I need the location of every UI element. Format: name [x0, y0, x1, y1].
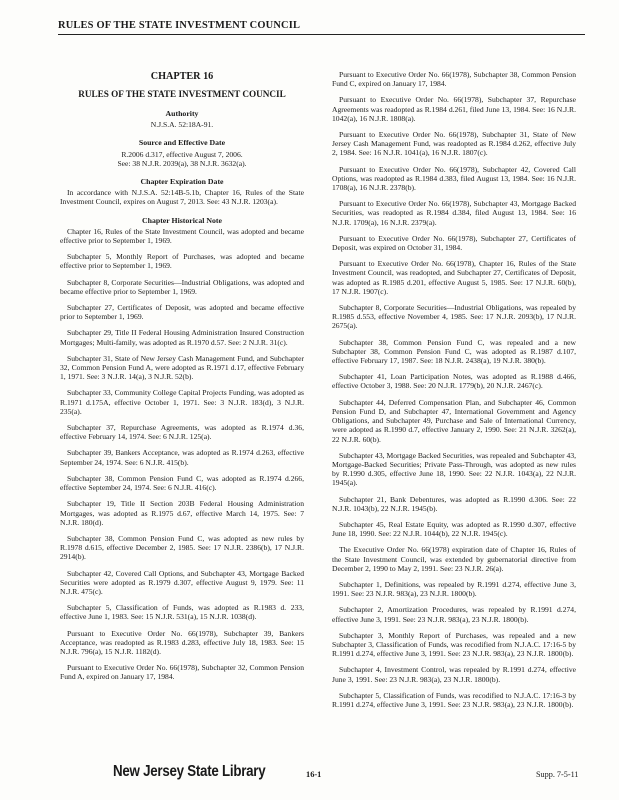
- historical-paragraph: Subchapter 45, Real Estate Equity, was adopted as R.1990 d.307, effective June 18, 1990. See: 22 N.J.R. 1044(b), 22 N.J.R. 1945(c).: [332, 519, 576, 539]
- historical-paragraph: Subchapter 3, Monthly Report of Purchases, was repealed and a new Subchapter 3, Classification of Funds, was recodified from N.J.A.C. 17:16-5 by R.1991 d.274, effective June 3, 1991. See: 23 N.J.R. 983(a), 23 N.J.R. 1800(b).: [332, 630, 576, 659]
- historical-paragraph: Subchapter 44, Deferred Compensation Plan, and Subchapter 46, Common Pension Fund D, and Subchapter 47, International Government and Agency Obligations, and Subchapter 49, Purchase and Sale of International Currency, were adopted as R.1990 d.7, effective January 2, 1990. See: 21 N.J.R. 3262(a), 22 N.J.R. 60(b).: [332, 397, 576, 444]
- expiration-text: In accordance with N.J.S.A. 52:14B-5.1b, Chapter 16, Rules of the State Investment Council, expires on August 7, 2013. See: 43 N.J.R. 1203(a).: [60, 188, 304, 207]
- source-heading: Source and Effective Date: [138, 138, 226, 148]
- historical-paragraph: Subchapter 27, Certificates of Deposit, was adopted and became effective prior to September 1, 1969.: [60, 303, 304, 322]
- historical-paragraph: Subchapter 42, Covered Call Options, and Subchapter 43, Mortgage Backed Securities were adopted as R.1979 d.307, effective August 9, 1979. See: 11 N.J.R. 475(c).: [60, 568, 304, 596]
- historical-paragraph: Subchapter 41, Loan Participation Notes, was adopted as R.1988 d.466, effective October 3, 1988. See: 20 N.J.R. 1779(b), 20 N.J.R. 2467(c).: [332, 372, 576, 391]
- historical-paragraph: Subchapter 2, Amortization Procedures, was repealed by R.1991 d.274, effective June 3, 1991. See: 23 N.J.R. 983(a), 23 N.J.R. 1800(b).: [332, 605, 576, 624]
- historical-paragraph: Subchapter 5, Classification of Funds, was adopted as R.1983 d. 233, effective June 1, 1983. See: 15 N.J.R. 531(a), 15 N.J.R. 1038(d).: [60, 603, 304, 622]
- historical-paragraph: Subchapter 39, Bankers Acceptance, was adopted as R.1974 d.263, effective September 24, 1974. See: 6 N.J.R. 415(b).: [60, 448, 304, 467]
- historical-paragraph: Subchapter 38, Common Pension Fund C, was repealed and a new Subchapter 38, Common Pension Fund C, was adopted as R.1987 d.107, effective February 17, 1987. See: 18 N.J.R. 2438(a), 19 N.J.R. 380(b).: [332, 337, 576, 366]
- historical-paragraph: Pursuant to Executive Order No. 66(1978), Subchapter 42, Covered Call Options, was readopted as R.1984 d.383, filed August 13, 1984. See: 16 N.J.R. 1708(a), 16 N.J.R. 2378(b).: [332, 164, 576, 193]
- historical-paragraph: Subchapter 19, Title II Section 203B Federal Housing Administration Mortgages, was adopted as R.1975 d.67, effective March 14, 1975. See: 7 N.J.R. 180(d).: [60, 499, 304, 527]
- running-head: RULES OF THE STATE INVESTMENT COUNCIL: [58, 20, 301, 31]
- historical-paragraph: Subchapter 37, Repurchase Agreements, was adopted as R.1974 d.36, effective February 14, 1974. See: 6 N.J.R. 125(a).: [60, 423, 304, 442]
- historical-paragraph: Pursuant to Executive Order No. 66(1978), Subchapter 38, Common Pension Fund C, expired on January 17, 1984.: [332, 70, 576, 89]
- historical-paragraph: Pursuant to Executive Order No. 66(1978), Subchapter 37, Repurchase Agreements was readopted as R.1984 d.261, filed June 13, 1984. See: 16 N.J.R. 1042(a), 16 N.J.R. 1808(a).: [332, 95, 576, 123]
- historical-paragraph: Subchapter 1, Definitions, was repealed by R.1991 d.274, effective June 3, 1991. See: 23 N.J.R. 983(a), 23 N.J.R. 1800(b).: [332, 579, 576, 599]
- historical-paragraph: Subchapter 29, Title II Federal Housing Administration Insured Construction Mortgages; Multi-family, was adopted as R.1970 d.57. See: 2 N.J.R. 31(c).: [60, 328, 304, 347]
- source-line-2: See: 38 N.J.R. 2039(a), 38 N.J.R. 3632(a).: [117, 158, 247, 168]
- source-line-1: R.2006 d.317, effective August 7, 2006.: [121, 149, 243, 159]
- historical-paragraph: Subchapter 8, Corporate Securities—Industrial Obligations, was repealed by R.1985 d.553, effective November 4, 1985. See: 17 N.J.R. 2093(b), 17 N.J.R. 2675(a).: [332, 303, 576, 331]
- historical-paragraph: Subchapter 31, State of New Jersey Cash Management Fund, and Subchapter 32, Common Pension Fund A, were adopted as R.1971 d.17, effective February 1, 1971. See: 3 N.J.R. 14(a), 3 N.J.R. 52(b).: [60, 353, 304, 382]
- authority-text: N.J.S.A. 52:18A-91.: [150, 120, 214, 130]
- historical-paragraph: Pursuant to Executive Order No. 66(1978), Subchapter 43, Mortgage Backed Securities, was readopted as R.1984 d.384, filed August 13, 1984. See: 16 N.J.R. 1709(a), 16 N.J.R. 2379(a).: [332, 199, 576, 227]
- chapter-name: RULES OF THE STATE INVESTMENT COUNCIL: [78, 89, 286, 99]
- historical-heading: Chapter Historical Note: [142, 215, 222, 225]
- page-number: 16-1: [306, 770, 322, 779]
- library-logo: New Jersey State Library: [113, 763, 266, 780]
- historical-paragraph: Subchapter 8, Corporate Securities—Industrial Obligations, was adopted and became effective prior to September 1, 1969.: [60, 277, 304, 296]
- historical-paragraph: Subchapter 4, Investment Control, was repealed by R.1991 d.274, effective June 3, 1991. See: 23 N.J.R. 983(a), 23 N.J.R. 1800(b).: [332, 665, 576, 684]
- historical-note-right: [332, 70, 576, 709]
- historical-paragraph: Subchapter 38, Common Pension Fund C, was adopted as new rules by R.1978 d.615, effective December 2, 1985. See: 17 N.J.R. 2386(b), 17 N.J.R. 2914(b).: [60, 533, 304, 562]
- historical-paragraph: Pursuant to Executive Order No. 66(1978), Subchapter 32, Common Pension Fund A, expired on January 17, 1984.: [60, 663, 304, 682]
- historical-paragraph: Pursuant to Executive Order No. 66(1978), Subchapter 27, Certificates of Deposit, was expired on October 31, 1984.: [332, 233, 576, 253]
- supplement-date: Supp. 7-5-11: [536, 770, 579, 779]
- historical-paragraph: Subchapter 5, Classification of Funds, was recodified to N.J.A.C. 17:16-3 by R.1991 d.274, effective June 3, 1991. See: 23 N.J.R. 983(a), 23 N.J.R. 1800(b).: [332, 690, 576, 709]
- historical-paragraph: Subchapter 5, Monthly Report of Purchases, was adopted and became effective prior to September 1, 1969.: [60, 252, 304, 271]
- authority-heading: Authority: [165, 109, 199, 118]
- historical-paragraph: Subchapter 38, Common Pension Fund C, was adopted as R.1974 d.266, effective September 24, 1974. See: 6 N.J.R. 416(c).: [60, 473, 304, 493]
- historical-paragraph: Subchapter 33, Community College Capital Projects Funding, was adopted as R.1971 d.175A, effective October 1, 1971. See: 3 N.J.R. 183(d), 3 N.J.R. 235(a).: [60, 388, 304, 416]
- right-column: [332, 70, 576, 716]
- historical-paragraph: Pursuant to Executive Order No. 66(1978), Chapter 16, Rules of the State Investment Council, was readopted, and Subchapter 27, Certificates of Deposit, was adopted as R.1985 d.201, effective August 5, 1985. See: 17 N.J.R. 60(b), 17 N.J.R. 1907(c).: [332, 259, 576, 296]
- historical-paragraph: Subchapter 43, Mortgage Backed Securities, was repealed and Subchapter 43, Mortgage-Backed Securities; Private Pass-Through, was adopted as new rules by R.1990 d.305, effective June 18, 1990. See: 22 N.J.R. 1043(a), 22 N.J.R. 1945(a).: [332, 450, 577, 488]
- historical-note-left: [60, 227, 304, 682]
- historical-paragraph: Pursuant to Executive Order No. 66(1978), Subchapter 31, State of New Jersey Cash Management Fund, was readopted as R.1984 d.262, effective July 2, 1984. See: 16 N.J.R. 1041(a), 16 N.J.R. 1807(c).: [332, 130, 576, 158]
- header-rule: [58, 34, 585, 35]
- chapter-number: CHAPTER 16: [150, 71, 214, 82]
- historical-paragraph: Subchapter 21, Bank Debentures, was adopted as R.1990 d.306. See: 22 N.J.R. 1043(b), 22 N.J.R. 1945(b).: [332, 494, 576, 513]
- historical-paragraph: Chapter 16, Rules of the State Investment Council, was adopted and became effective prior to September 1, 1969.: [60, 226, 304, 246]
- historical-paragraph: Pursuant to Executive Order No. 66(1978), Subchapter 39, Bankers Acceptance, was readopted as R.1983 d.283, effective July 18, 1983. See: 15 N.J.R. 796(a), 15 N.J.R. 1182(d).: [60, 628, 304, 656]
- left-column: [60, 70, 304, 689]
- expiration-heading: Chapter Expiration Date: [140, 177, 224, 187]
- historical-paragraph: The Executive Order No. 66(1978) expiration date of Chapter 16, Rules of the State Investment Council, was extended by gubernatorial directive from December 2, 1990 to May 2, 1991. See: 23 N.J.R. 26(a).: [332, 545, 576, 573]
